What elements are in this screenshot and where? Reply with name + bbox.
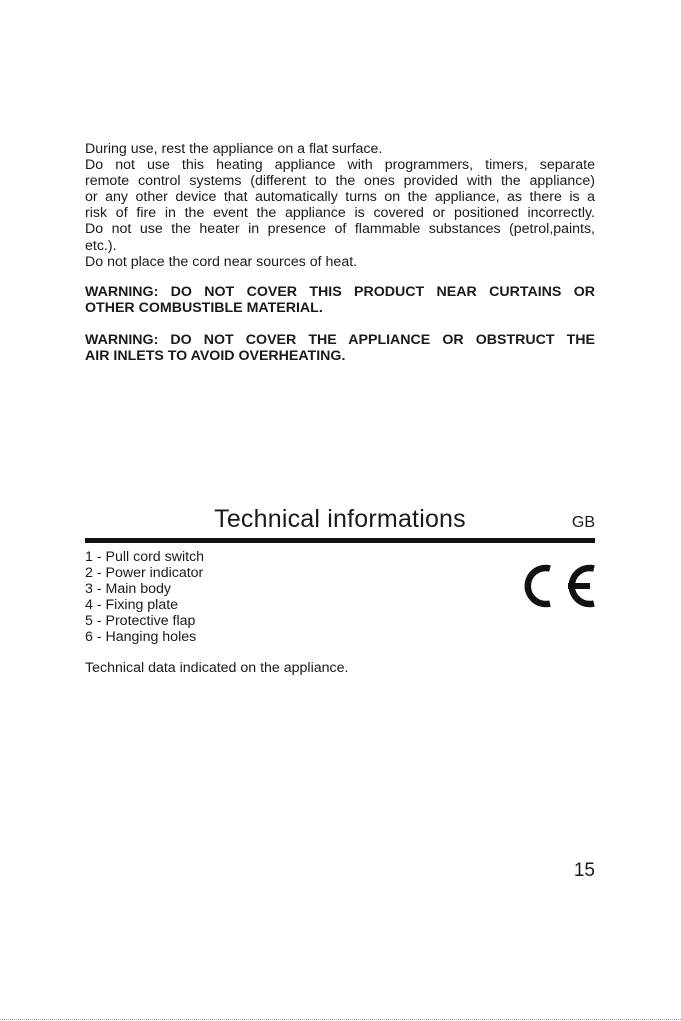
section-title: Technical informations [214,505,466,533]
bottom-trim-line [0,1019,681,1020]
instruction-flammable-line: Do not use the heater in presence of flammable substances (petrol,paints, [85,221,595,238]
heading-divider [85,538,595,543]
warning-overheating [85,332,595,364]
warning-line: WARNING: DO NOT COVER THIS PRODUCT NEAR CURTAINS OR [85,284,595,300]
list-item: 5 - Protective flap [85,613,196,630]
language-code: GB [571,514,595,531]
instruction-programmers-line: risk of fire in the event the appliance is covered or positioned incorrectly. [85,205,595,222]
warning-line: AIR INLETS TO AVOID OVERHEATING. [85,348,346,365]
instruction-cord-heat: Do not place the cord near sources of heat. [85,253,358,270]
section-heading [85,505,595,539]
list-item: 2 - Power indicator [85,565,204,582]
ce-mark-icon [516,563,596,609]
instruction-programmers-line: Do not use this heating appliance with programmers, timers, separate [85,157,595,174]
instruction-programmers-line: or any other device that automatically turns on the appliance, as there is a [85,189,595,206]
instruction-flat-surface: During use, rest the appliance on a flat surface. [85,141,383,157]
warning-curtains [85,284,595,316]
list-item: 3 - Main body [85,581,171,598]
warning-line: WARNING: DO NOT COVER THE APPLIANCE OR OBSTRUCT THE [85,332,595,348]
parts-list [85,549,204,646]
safety-instructions [85,141,595,270]
warning-line: OTHER COMBUSTIBLE MATERIAL. [85,300,323,317]
list-item: 1 - Pull cord switch [85,549,205,565]
list-item: 4 - Fixing plate [85,597,179,614]
instruction-programmers-line: remote control systems (different to the ones provided with the appliance) [85,173,595,190]
technical-data-note: Technical data indicated on the appliance. [85,660,349,676]
page-number: 15 [573,860,595,881]
list-item: 6 - Hanging holes [85,629,197,646]
instruction-flammable-line: etc.). [85,237,117,254]
